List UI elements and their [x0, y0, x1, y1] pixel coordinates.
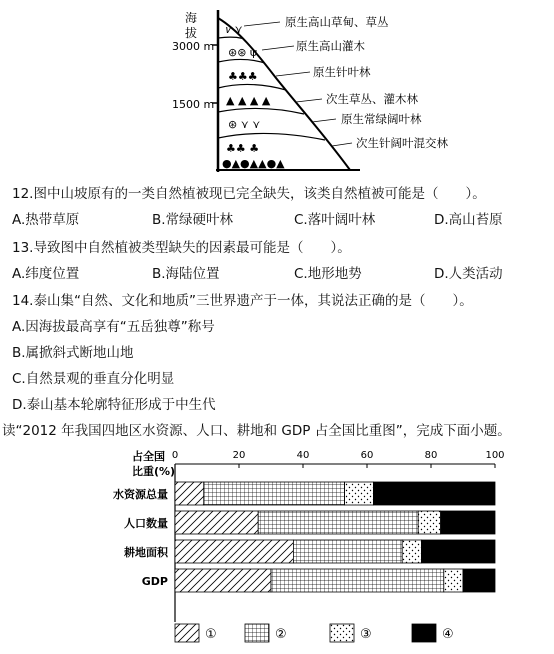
vegetation-symbols: [222, 23, 285, 170]
share-stacked-bar-chart: [0, 444, 554, 654]
legend-label: ②: [275, 627, 287, 642]
x-label-line-1: 占全国: [132, 450, 165, 463]
q12-option-c: C.落叶阔叶林: [294, 212, 376, 228]
q13-stem: 13.导致图中自然植被类型缺失的因素最可能是（ ）。: [12, 240, 351, 256]
axis-title-char-2: 拔: [185, 26, 198, 40]
bar-segment: [175, 540, 293, 563]
q14-option-d: D.泰山基本轮廓特征形成于中生代: [12, 397, 216, 413]
q12-option-d: D.高山苔原: [434, 212, 503, 228]
bar-segment: [175, 511, 258, 534]
q13-option-a: A.纬度位置: [12, 266, 80, 282]
svg-text:⊛⊛ ψ: ⊛⊛ ψ: [228, 46, 258, 59]
tick-1500: 1500 m: [172, 98, 215, 111]
svg-text:♣♣♣: ♣♣♣: [228, 70, 258, 83]
tick-3000: 3000 m: [172, 40, 215, 53]
legend-label: ④: [442, 627, 454, 642]
category-label: 耕地面积: [124, 546, 168, 559]
legend-label: ③: [360, 627, 372, 642]
zone-label-3: 原生针叶林: [313, 65, 371, 79]
svg-text:𝑣 ⋎: 𝑣 ⋎: [226, 23, 243, 36]
x-tick-label: 60: [360, 450, 374, 461]
bar-segment: [293, 540, 402, 563]
legend-swatch: [245, 624, 269, 642]
bar-segment: [463, 569, 495, 592]
bar-segment: [421, 540, 495, 563]
bar-segment: [418, 511, 440, 534]
category-label: 人口数量: [124, 517, 168, 530]
bar-segment: [444, 569, 463, 592]
legend-swatch: [175, 624, 199, 642]
q12-option-b: B.常绿硬叶林: [152, 212, 234, 228]
bar-segment: [175, 482, 204, 505]
bar-segment: [345, 482, 374, 505]
svg-text:●▲●▲▲●▲: ●▲●▲▲●▲: [222, 157, 285, 170]
q14-option-c: C.自然景观的垂直分化明显: [12, 371, 175, 387]
q14-option-b: B.属掀斜式断地山地: [12, 345, 134, 361]
svg-text:⊛ ⋎ ⋎: ⊛ ⋎ ⋎: [228, 118, 261, 131]
q14-stem: 14.泰山集“自然、文化和地质”三世界遗产于一体，其说法正确的是（ ）。: [12, 293, 473, 309]
bar-segment: [402, 540, 421, 563]
bar-segment: [175, 569, 271, 592]
q13-option-b: B.海陆位置: [152, 266, 220, 282]
svg-text:♣♣ ♣: ♣♣ ♣: [226, 142, 260, 155]
axis-title-char-1: 海: [185, 11, 198, 25]
q13-option-d: D.人类活动: [434, 266, 503, 282]
legend-label: ①: [205, 627, 217, 642]
chart-intro: 读“2012 年我国四地区水资源、人口、耕地和 GDP 占全国比重图”，完成下面小题。: [2, 423, 511, 439]
bar-segment: [441, 511, 495, 534]
legend-swatch: [412, 624, 436, 642]
x-tick-label: 80: [424, 450, 438, 461]
zone-label-2: 原生高山灌木: [296, 39, 365, 53]
category-label: GDP: [141, 575, 168, 588]
category-label: 水资源总量: [113, 488, 168, 501]
bar-segment: [258, 511, 418, 534]
legend-swatch: [330, 624, 354, 642]
x-label-line-2: 比重(%): [132, 465, 176, 478]
vegetation-zone-figure: [0, 0, 554, 180]
bar-segment: [373, 482, 495, 505]
bar-segment: [204, 482, 345, 505]
x-tick-label: 20: [232, 450, 246, 461]
svg-text:▲ ▲ ▲ ▲: ▲ ▲ ▲ ▲: [226, 94, 271, 107]
zone-label-6: 次生针阔叶混交林: [356, 136, 448, 150]
zone-label-5: 原生常绿阔叶林: [341, 112, 422, 126]
x-tick-label: 40: [296, 450, 310, 461]
q14-option-a: A.因海拔最高享有“五岳独尊”称号: [12, 319, 215, 335]
q12-option-a: A.热带草原: [12, 212, 80, 228]
zone-label-4: 次生草丛、灌木林: [326, 92, 418, 106]
zone-label-1: 原生高山草甸、草丛: [285, 15, 389, 29]
q13-option-c: C.地形地势: [294, 266, 362, 282]
q12-stem: 12.图中山坡原有的一类自然植被现已完全缺失，该类自然植被可能是（ ）。: [12, 186, 486, 202]
x-tick-label: 0: [171, 450, 179, 461]
bar-segment: [271, 569, 444, 592]
x-tick-label: 100: [485, 450, 505, 461]
